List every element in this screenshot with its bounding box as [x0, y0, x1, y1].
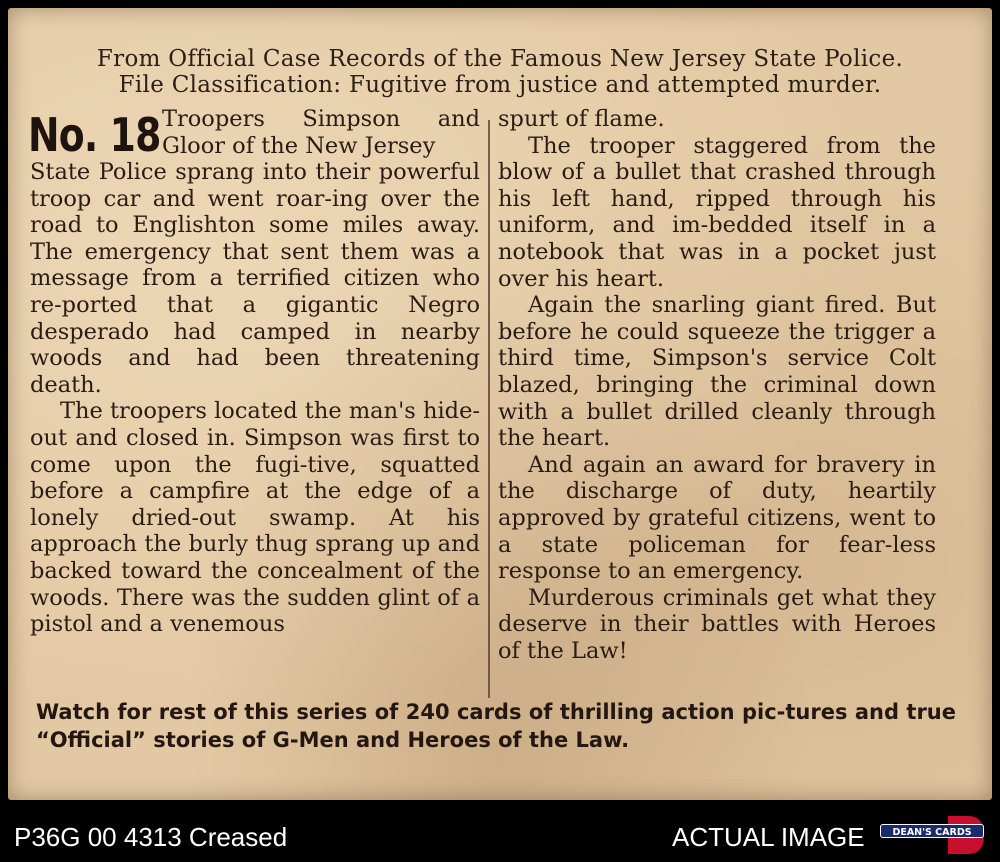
story-paragraph-5: And again an award for bravery in the discharge of duty, heartily approved by grateful citizens, went to a state policeman for fear-less response to an emergency.: [498, 451, 936, 585]
story-right-column: [498, 106, 936, 664]
story-intro: [162, 106, 480, 159]
actual-image-caption: ACTUAL IMAGE: [672, 822, 865, 852]
column-divider: [488, 120, 490, 698]
card-header-line-2: File Classification: Fugitive from justice and attempted murder.: [118, 72, 882, 98]
story-paragraph-3: The trooper staggered from the blow of a bullet that crashed through his left hand, ripped through his uniform, and im-bedded itself in a notebook that was in a pocket just over his heart.: [498, 132, 936, 292]
card-id-caption: P36G 00 4313 Creased: [14, 822, 288, 852]
story-paragraph-2-end: spurt of flame.: [498, 106, 665, 132]
deans-cards-logo: [878, 814, 986, 856]
story-paragraph-1: State Police sprang into their powerful troop car and went roar-ing over the road to Englishton some miles away. The emergency that sent them was a message from a terrified citizen who re-ported that a gigantic Negro desperado had camped in nearby woods and had been threatening death.: [30, 159, 480, 398]
card-header-line-1: From Official Case Records of the Famous New Jersey State Police.: [96, 46, 904, 72]
series-footer: Watch for rest of this series of 240 cards of thrilling action pic-tures and true “Official” stories of G-Men and Heroes of the Law.: [36, 700, 956, 752]
trading-card-back: [8, 8, 992, 800]
story-paragraph-4: Again the snarling giant fired. But before he could squeeze the trigger a third time, Simpson's service Colt blazed, bringing the criminal down with a bullet drilled cleanly through the heart.: [498, 292, 936, 452]
card-number: No. 18: [28, 108, 161, 162]
story-left-column: [30, 159, 480, 638]
story-paragraph-6: Murderous criminals get what they deserve in their battles with Heroes of the Law!: [498, 584, 936, 664]
story-intro-text: Troopers Simpson and Gloor of the New Jersey: [162, 106, 480, 159]
story-paragraph-2: The troopers located the man's hide-out and closed in. Simpson was first to come upon the fugi-tive, squatted before a campfire at the edge of a lonely dried-out swamp. At his approach the burly thug sprang up and backed toward the concealment of the woods. There was the sudden glint of a pistol and a venemous: [30, 398, 480, 638]
logo-text: DEAN'S CARDS: [892, 827, 972, 838]
